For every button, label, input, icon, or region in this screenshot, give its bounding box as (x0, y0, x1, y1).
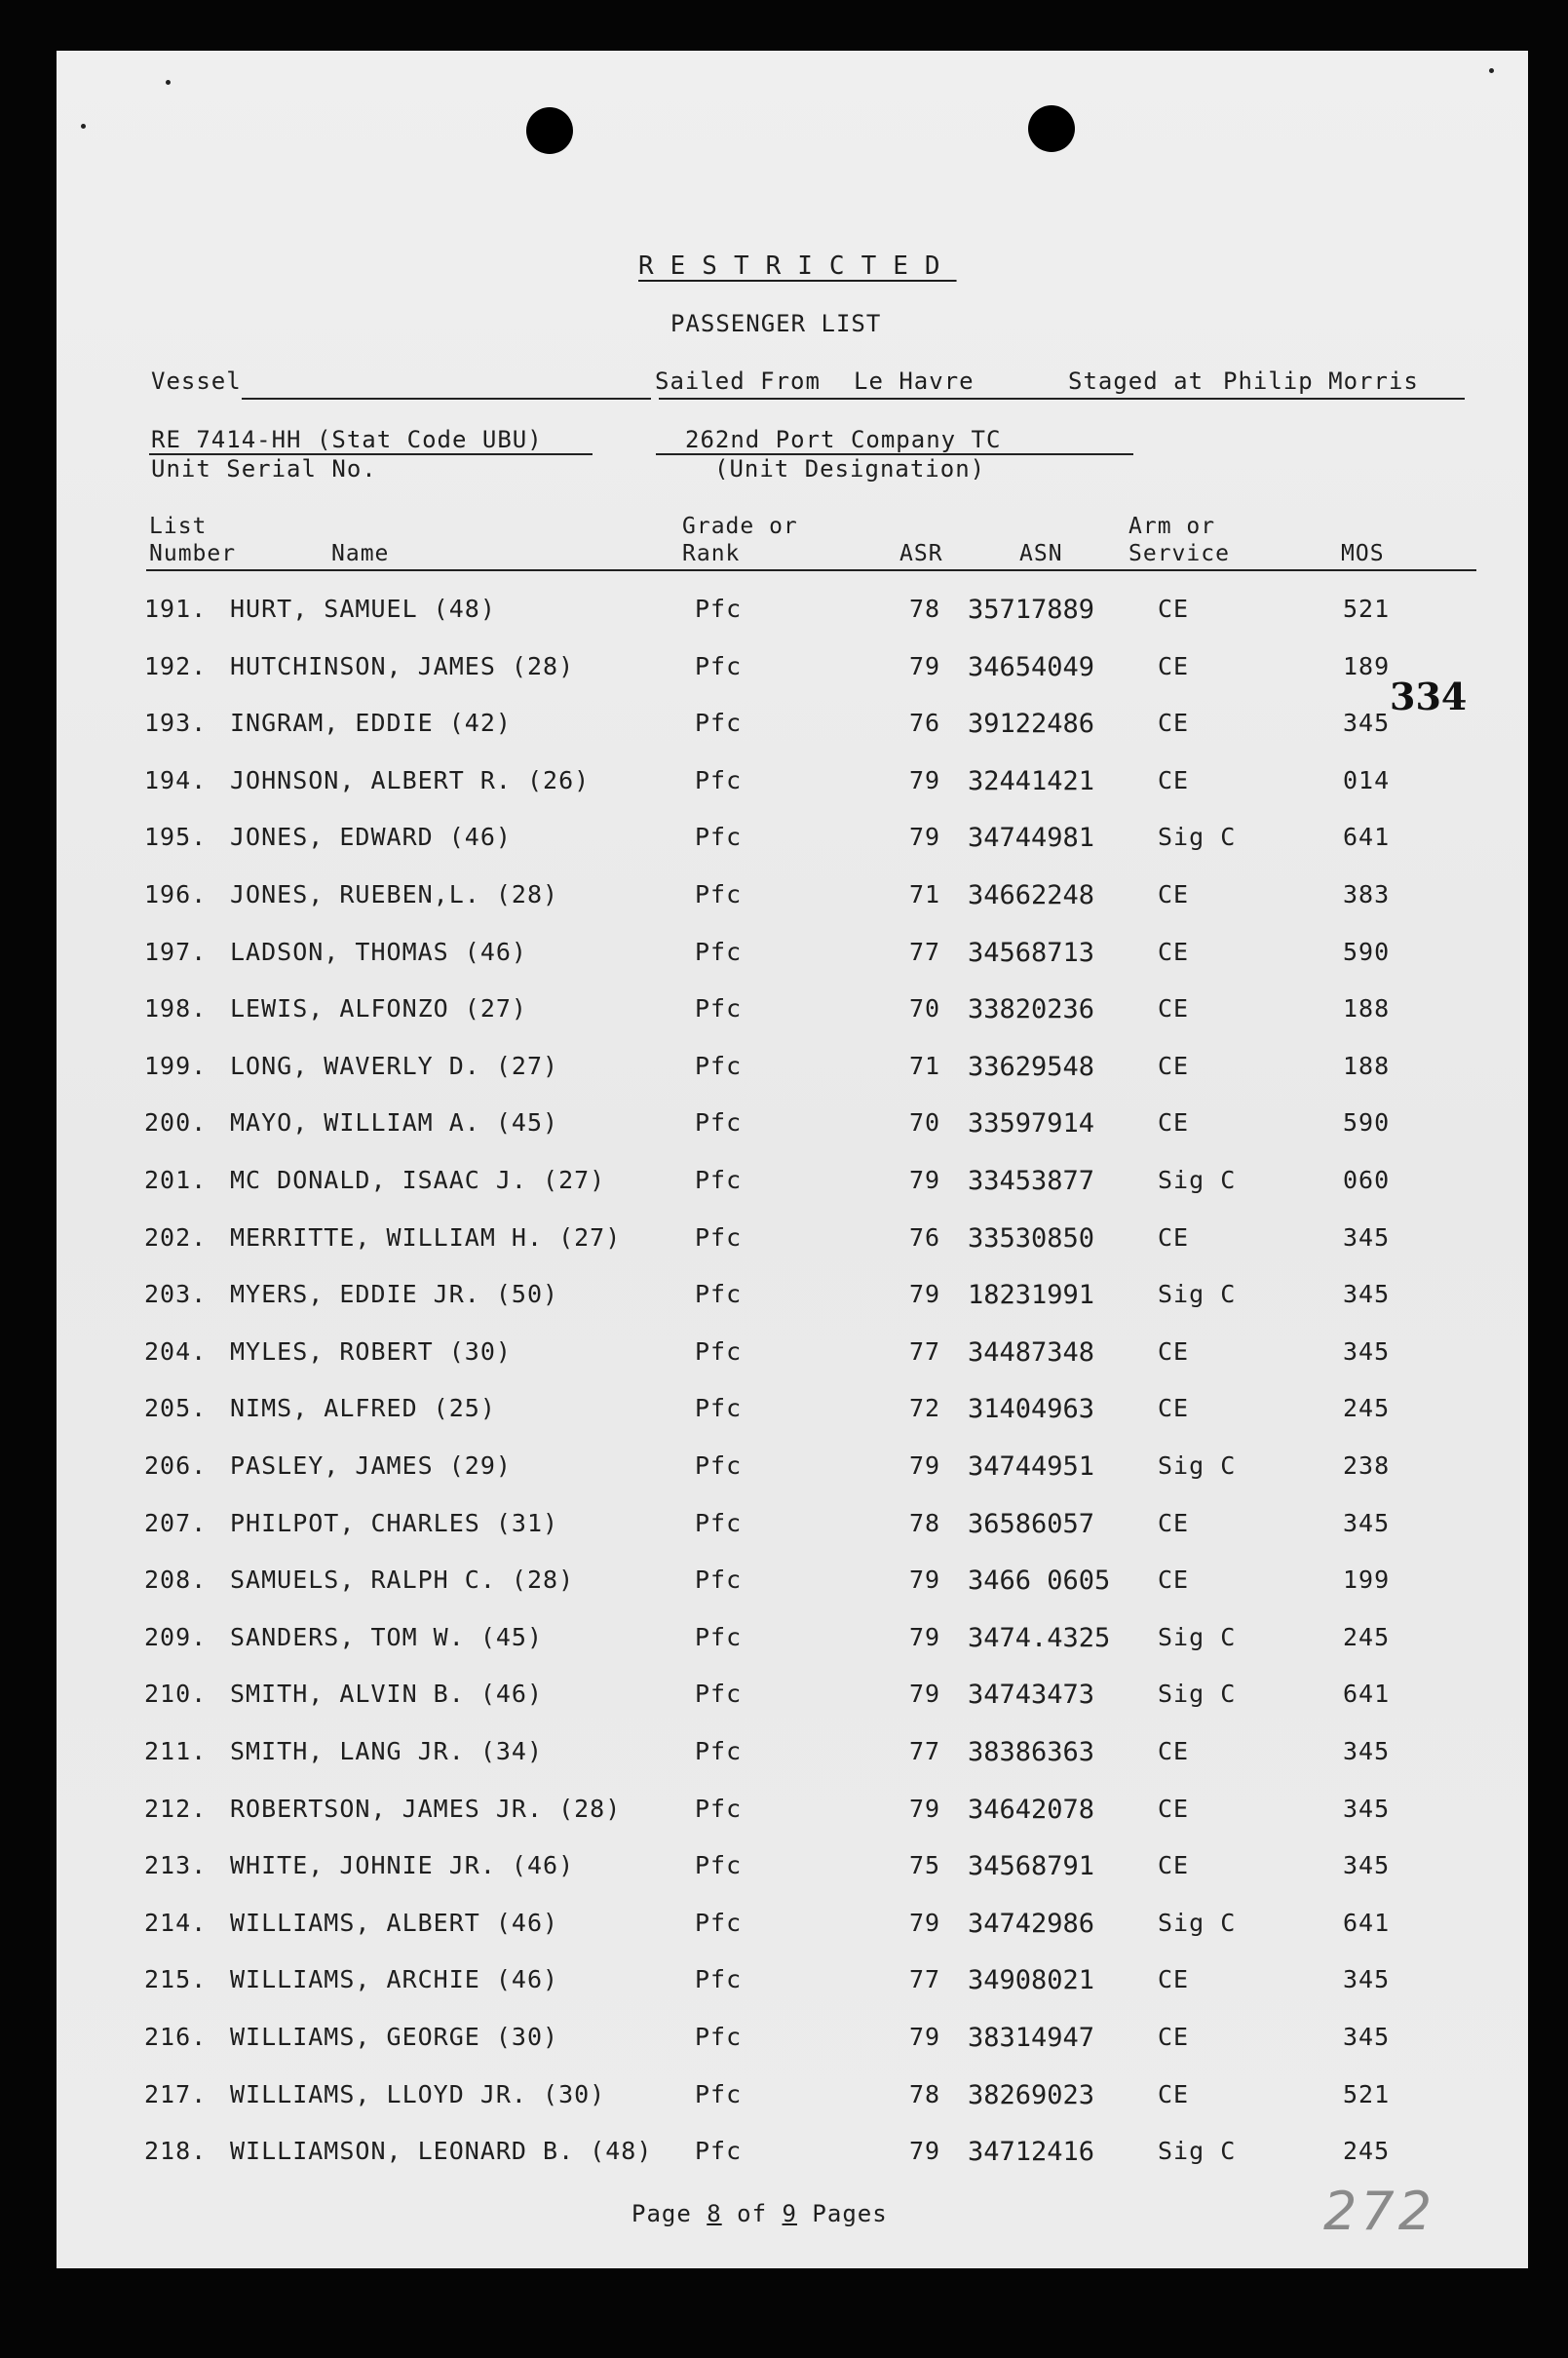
row-arm: Sig C (1158, 823, 1237, 852)
row-grade: Pfc (695, 937, 743, 966)
page-indicator (631, 2200, 888, 2227)
row-asr: 79 (909, 1166, 941, 1194)
row-mos: 345 (1343, 1336, 1391, 1366)
table-row (57, 880, 1528, 919)
row-number: 196. (144, 880, 208, 908)
staged-at-underline (1070, 398, 1465, 400)
row-name: MAYO, WILLIAM A. (45) (230, 1108, 559, 1138)
row-arm: CE (1158, 1566, 1190, 1595)
row-mos: 521 (1343, 2079, 1391, 2108)
row-grade: Pfc (695, 1394, 743, 1423)
row-asn: 33820236 (968, 994, 1095, 1025)
vessel-label: Vessel (151, 367, 242, 395)
row-number: 199. (144, 1051, 208, 1080)
row-asn: 33629548 (968, 1051, 1095, 1082)
row-arm: CE (1158, 937, 1190, 966)
row-number: 216. (144, 2023, 208, 2051)
col-header-list: List (149, 514, 208, 539)
punch-hole-left (526, 107, 573, 154)
row-grade: Pfc (695, 2079, 743, 2108)
page-total: 9 (782, 2200, 797, 2227)
row-asr: 76 (909, 1222, 941, 1252)
row-asn: 33530850 (968, 1222, 1095, 1254)
row-number: 208. (144, 1566, 208, 1595)
row-mos: 345 (1343, 1851, 1391, 1880)
row-arm: Sig C (1158, 1680, 1237, 1709)
row-asr: 79 (909, 1622, 941, 1651)
sailed-from-underline (659, 398, 1125, 400)
punch-hole-right (1028, 105, 1075, 152)
row-arm: Sig C (1158, 2137, 1237, 2166)
row-grade: Pfc (695, 1508, 743, 1537)
row-grade: Pfc (695, 709, 743, 738)
row-name: SMITH, LANG JR. (34) (230, 1737, 544, 1765)
row-name: SMITH, ALVIN B. (46) (230, 1680, 544, 1709)
row-name: MYLES, ROBERT (30) (230, 1336, 512, 1366)
row-asn: 34908021 (968, 1965, 1095, 1996)
row-name: HUTCHINSON, JAMES (28) (230, 651, 575, 680)
row-asn: 38386363 (968, 1737, 1095, 1767)
handwritten-page-number: 272 (1323, 2181, 1436, 2242)
col-header-name: Name (331, 541, 390, 566)
table-row (57, 2080, 1528, 2119)
row-name: MERRITTE, WILLIAM H. (27) (230, 1222, 622, 1252)
table-row (57, 1166, 1528, 1205)
row-number: 207. (144, 1508, 208, 1537)
row-name: SANDERS, TOM W. (45) (230, 1622, 544, 1651)
row-grade: Pfc (695, 2137, 743, 2166)
table-row (57, 1623, 1528, 1662)
row-name: PASLEY, JAMES (29) (230, 1451, 512, 1480)
row-asr: 78 (909, 1508, 941, 1537)
row-number: 205. (144, 1394, 208, 1423)
row-grade: Pfc (695, 880, 743, 908)
row-grade: Pfc (695, 1336, 743, 1366)
row-asn: 38269023 (968, 2079, 1095, 2110)
row-asr: 70 (909, 994, 941, 1024)
row-arm: CE (1158, 709, 1190, 738)
row-grade: Pfc (695, 2023, 743, 2051)
row-mos: 345 (1343, 1508, 1391, 1537)
row-number: 217. (144, 2079, 208, 2108)
row-name: ROBERTSON, JAMES JR. (28) (230, 1794, 622, 1823)
row-mos: 345 (1343, 1222, 1391, 1252)
row-number: 192. (144, 651, 208, 680)
row-grade: Pfc (695, 1222, 743, 1252)
row-grade: Pfc (695, 1622, 743, 1651)
row-grade: Pfc (695, 1280, 743, 1309)
row-mos: 345 (1343, 709, 1391, 738)
row-mos: 014 (1343, 765, 1391, 794)
row-mos: 641 (1343, 1680, 1391, 1709)
row-arm: CE (1158, 651, 1190, 680)
table-row (57, 994, 1528, 1033)
row-name: MYERS, EDDIE JR. (50) (230, 1280, 559, 1309)
row-asr: 78 (909, 2079, 941, 2108)
row-asn: 36586057 (968, 1508, 1095, 1539)
paper-speck (1489, 68, 1494, 73)
row-mos: 590 (1343, 937, 1391, 966)
row-asr: 71 (909, 880, 941, 908)
row-asn: 3466 0605 (968, 1566, 1111, 1597)
row-grade: Pfc (695, 765, 743, 794)
table-row (57, 2137, 1528, 2176)
row-grade: Pfc (695, 651, 743, 680)
row-grade: Pfc (695, 1566, 743, 1595)
row-grade: Pfc (695, 1051, 743, 1080)
table-row (57, 1337, 1528, 1376)
table-row (57, 1451, 1528, 1490)
col-header-asr: ASR (899, 541, 943, 566)
row-arm: CE (1158, 1737, 1190, 1765)
row-name: JOHNSON, ALBERT R. (26) (230, 765, 591, 794)
row-asn: 34642078 (968, 1794, 1095, 1825)
row-arm: CE (1158, 1851, 1190, 1880)
row-number: 206. (144, 1451, 208, 1480)
row-asn: 34487348 (968, 1336, 1095, 1368)
sailed-from-value: Le Havre (854, 367, 975, 395)
paper-speck (166, 80, 171, 85)
row-name: LADSON, THOMAS (46) (230, 937, 527, 966)
table-row (57, 652, 1528, 691)
table-row (57, 1108, 1528, 1147)
row-asn: 34744951 (968, 1451, 1095, 1482)
table-row (57, 1280, 1528, 1319)
unit-designation-value: 262nd Port Company TC (685, 426, 1002, 453)
row-asn: 34568791 (968, 1851, 1095, 1882)
page-stamp-number: 334 (1390, 675, 1468, 718)
col-header-rank: Rank (682, 541, 741, 566)
row-name: INGRAM, EDDIE (42) (230, 709, 512, 738)
table-row (57, 1394, 1528, 1433)
row-arm: CE (1158, 1051, 1190, 1080)
row-asn: 3474.4325 (968, 1622, 1111, 1653)
row-name: WILLIAMS, GEORGE (30) (230, 2023, 559, 2051)
row-asn: 33597914 (968, 1108, 1095, 1140)
row-mos: 245 (1343, 1394, 1391, 1423)
table-row (57, 1965, 1528, 2004)
col-header-asn: ASN (1019, 541, 1063, 566)
row-arm: Sig C (1158, 1451, 1237, 1480)
table-row (57, 595, 1528, 634)
row-name: WILLIAMS, ALBERT (46) (230, 1908, 559, 1937)
row-arm: CE (1158, 880, 1190, 908)
table-row (57, 823, 1528, 862)
row-mos: 199 (1343, 1566, 1391, 1595)
row-number: 213. (144, 1851, 208, 1880)
row-arm: CE (1158, 1394, 1190, 1423)
table-row (57, 1680, 1528, 1719)
row-grade: Pfc (695, 1451, 743, 1480)
row-mos: 345 (1343, 2023, 1391, 2051)
vessel-underline (242, 398, 651, 400)
row-asn: 39122486 (968, 709, 1095, 740)
document-title: PASSENGER LIST (670, 310, 882, 337)
row-asr: 79 (909, 823, 941, 852)
row-arm: CE (1158, 1965, 1190, 1994)
row-asn: 34744981 (968, 823, 1095, 854)
row-mos: 641 (1343, 1908, 1391, 1937)
row-name: JONES, EDWARD (46) (230, 823, 512, 852)
row-asr: 72 (909, 1394, 941, 1423)
row-name: WHITE, JOHNIE JR. (46) (230, 1851, 575, 1880)
staged-at-value: Philip Morris (1223, 367, 1419, 395)
col-header-mos: MOS (1341, 541, 1385, 566)
table-row (57, 1851, 1528, 1890)
row-arm: CE (1158, 994, 1190, 1024)
row-name: WILLIAMS, ARCHIE (46) (230, 1965, 559, 1994)
unit-serial-value: RE 7414-HH (Stat Code UBU) (151, 426, 543, 453)
row-arm: CE (1158, 1508, 1190, 1537)
row-arm: CE (1158, 1108, 1190, 1138)
row-asr: 76 (909, 709, 941, 738)
header-rule (146, 569, 1476, 571)
row-mos: 345 (1343, 1794, 1391, 1823)
row-number: 195. (144, 823, 208, 852)
table-row (57, 709, 1528, 748)
row-asn: 34742986 (968, 1908, 1095, 1939)
row-asr: 70 (909, 1108, 941, 1138)
row-asr: 79 (909, 1908, 941, 1937)
row-number: 212. (144, 1794, 208, 1823)
row-asn: 31404963 (968, 1394, 1095, 1425)
row-arm: CE (1158, 595, 1190, 623)
row-number: 194. (144, 765, 208, 794)
row-name: HURT, SAMUEL (48) (230, 595, 496, 623)
table-row (57, 1223, 1528, 1262)
row-grade: Pfc (695, 1737, 743, 1765)
row-asr: 79 (909, 1280, 941, 1309)
col-header-arm: Arm or (1128, 514, 1216, 539)
row-number: 204. (144, 1336, 208, 1366)
row-asr: 79 (909, 651, 941, 680)
col-header-number: Number (149, 541, 237, 566)
row-mos: 345 (1343, 1737, 1391, 1765)
table-row (57, 938, 1528, 977)
row-grade: Pfc (695, 1965, 743, 1994)
row-name: NIMS, ALFRED (25) (230, 1394, 496, 1423)
table-row (57, 1909, 1528, 1948)
table-row (57, 2023, 1528, 2062)
row-grade: Pfc (695, 1166, 743, 1194)
row-asr: 77 (909, 1737, 941, 1765)
row-asn: 18231991 (968, 1280, 1095, 1311)
row-grade: Pfc (695, 1108, 743, 1138)
row-mos: 521 (1343, 595, 1391, 623)
row-asn: 34654049 (968, 651, 1095, 682)
row-name: MC DONALD, ISAAC J. (27) (230, 1166, 606, 1194)
col-header-service: Service (1128, 541, 1230, 566)
page-prefix: Page (631, 2200, 692, 2227)
unit-serial-label: Unit Serial No. (151, 455, 377, 483)
table-row (57, 1509, 1528, 1548)
row-arm: CE (1158, 2023, 1190, 2051)
row-asr: 79 (909, 1451, 941, 1480)
sailed-from-label: Sailed From (655, 367, 821, 395)
row-grade: Pfc (695, 1851, 743, 1880)
row-arm: CE (1158, 2079, 1190, 2108)
row-name: LEWIS, ALFONZO (27) (230, 994, 527, 1024)
row-grade: Pfc (695, 1794, 743, 1823)
row-grade: Pfc (695, 823, 743, 852)
row-asn: 34662248 (968, 880, 1095, 910)
row-grade: Pfc (695, 994, 743, 1024)
row-asr: 79 (909, 765, 941, 794)
row-mos: 238 (1343, 1451, 1391, 1480)
row-number: 214. (144, 1908, 208, 1937)
row-asr: 79 (909, 2023, 941, 2051)
row-asr: 71 (909, 1051, 941, 1080)
row-name: JONES, RUEBEN,L. (28) (230, 880, 559, 908)
table-row (57, 1052, 1528, 1091)
row-asn: 32441421 (968, 765, 1095, 796)
row-grade: Pfc (695, 595, 743, 623)
table-row (57, 766, 1528, 805)
row-number: 210. (144, 1680, 208, 1709)
row-arm: CE (1158, 1336, 1190, 1366)
row-mos: 345 (1343, 1280, 1391, 1309)
row-number: 201. (144, 1166, 208, 1194)
row-mos: 641 (1343, 823, 1391, 852)
col-header-grade: Grade or (682, 514, 798, 539)
row-number: 218. (144, 2137, 208, 2166)
row-number: 191. (144, 595, 208, 623)
table-row (57, 1737, 1528, 1776)
table-row (57, 1795, 1528, 1834)
row-mos: 590 (1343, 1108, 1391, 1138)
row-asn: 34568713 (968, 937, 1095, 968)
row-name: SAMUELS, RALPH C. (28) (230, 1566, 575, 1595)
row-mos: 060 (1343, 1166, 1391, 1194)
row-asn: 33453877 (968, 1166, 1095, 1196)
paper-speck (81, 124, 86, 129)
document-page (57, 51, 1528, 2268)
row-name: WILLIAMSON, LEONARD B. (48) (230, 2137, 653, 2166)
row-number: 209. (144, 1622, 208, 1651)
row-asr: 79 (909, 2137, 941, 2166)
row-mos: 188 (1343, 994, 1391, 1024)
row-arm: CE (1158, 1794, 1190, 1823)
row-number: 198. (144, 994, 208, 1024)
row-asr: 79 (909, 1680, 941, 1709)
row-mos: 245 (1343, 1622, 1391, 1651)
page-suffix: Pages (812, 2200, 888, 2227)
row-arm: Sig C (1158, 1166, 1237, 1194)
row-number: 203. (144, 1280, 208, 1309)
row-arm: Sig C (1158, 1908, 1237, 1937)
row-asn: 34743473 (968, 1680, 1095, 1711)
classification-heading: RESTRICTED (638, 251, 957, 281)
row-number: 193. (144, 709, 208, 738)
row-arm: CE (1158, 765, 1190, 794)
row-mos: 245 (1343, 2137, 1391, 2166)
page-of: of (737, 2200, 768, 2227)
row-arm: Sig C (1158, 1622, 1237, 1651)
row-mos: 189 (1343, 651, 1391, 680)
row-mos: 383 (1343, 880, 1391, 908)
row-asr: 77 (909, 1336, 941, 1366)
row-name: WILLIAMS, LLOYD JR. (30) (230, 2079, 606, 2108)
row-number: 200. (144, 1108, 208, 1138)
row-asr: 75 (909, 1851, 941, 1880)
row-grade: Pfc (695, 1908, 743, 1937)
row-asr: 79 (909, 1566, 941, 1595)
row-number: 215. (144, 1965, 208, 1994)
row-number: 202. (144, 1222, 208, 1252)
table-row (57, 1566, 1528, 1604)
row-asr: 77 (909, 937, 941, 966)
page-current: 8 (707, 2200, 722, 2227)
unit-designation-label: (Unit Designation) (714, 455, 986, 483)
staged-at-label: Staged at (1068, 367, 1205, 395)
row-name: PHILPOT, CHARLES (31) (230, 1508, 559, 1537)
row-arm: CE (1158, 1222, 1190, 1252)
row-asn: 38314947 (968, 2023, 1095, 2053)
row-arm: Sig C (1158, 1280, 1237, 1309)
row-grade: Pfc (695, 1680, 743, 1709)
row-mos: 345 (1343, 1965, 1391, 1994)
row-asn: 35717889 (968, 595, 1095, 625)
row-asr: 78 (909, 595, 941, 623)
row-mos: 188 (1343, 1051, 1391, 1080)
row-asr: 79 (909, 1794, 941, 1823)
row-asr: 77 (909, 1965, 941, 1994)
row-number: 197. (144, 937, 208, 966)
row-name: LONG, WAVERLY D. (27) (230, 1051, 559, 1080)
row-asn: 34712416 (968, 2137, 1095, 2168)
row-number: 211. (144, 1737, 208, 1765)
